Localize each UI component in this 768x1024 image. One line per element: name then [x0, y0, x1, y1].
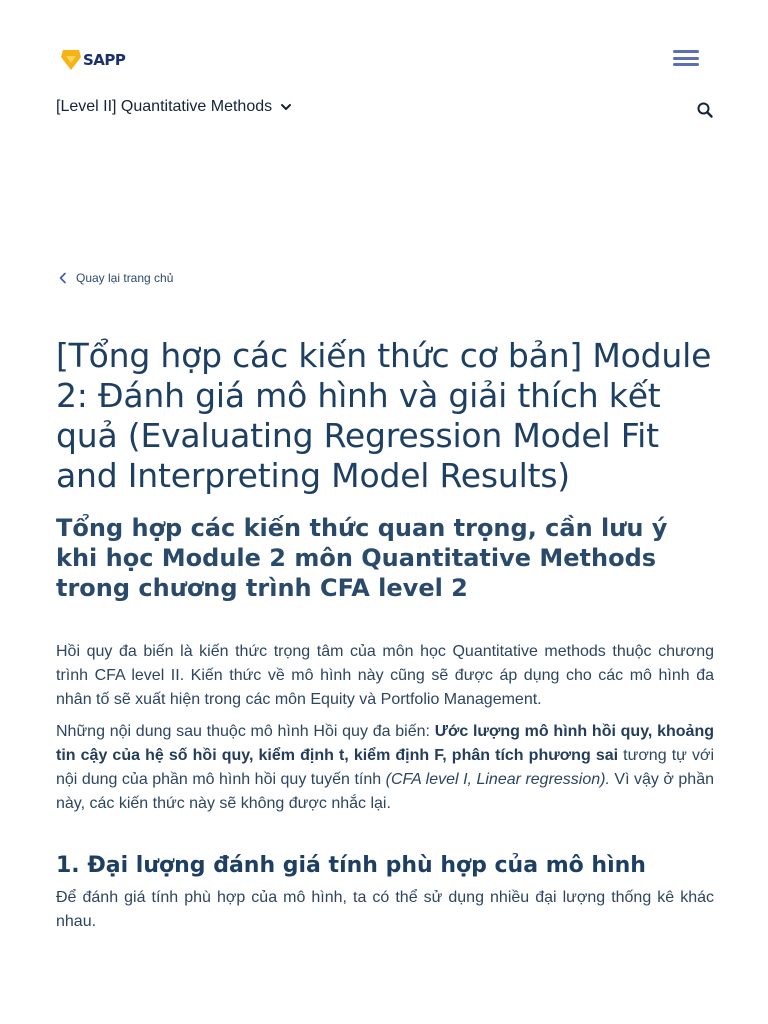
back-to-home-link[interactable] [58, 271, 173, 285]
logo-text: SAPP [83, 51, 126, 69]
scope-italic-text: (CFA level I, Linear regression). [385, 771, 610, 788]
section-paragraph: Để đánh giá tính phù hợp của mô hình, ta có thể sử dụng nhiều đại lượng thống kê khác nhau. [56, 889, 714, 930]
scope-lead-text: Những nội dung sau thuộc mô hình Hồi quy đa biến: [56, 723, 435, 740]
scope-tail-text: Vì vậy ở phần này, các kiến thức này sẽ không được nhắc lại. [56, 771, 715, 812]
chevron-down-icon [280, 101, 292, 113]
section-heading: 1. Đại lượng đánh giá tính phù hợp của mô hình [56, 853, 646, 878]
top-navigation [56, 98, 716, 122]
chevron-left-icon [58, 272, 68, 284]
scope-mid-text: tương tự với nội dung của phần mô hình hồi quy tuyến tính [56, 747, 715, 788]
article-subtitle: Tổng hợp các kiến thức quan trọng, cần lưu ý khi học Module 2 môn Quantitative Methods trong chương trình CFA level 2 [56, 514, 668, 602]
course-dropdown[interactable] [56, 98, 716, 116]
article-title: [Tổng hợp các kiến thức cơ bản] Module 2: Đánh giá mô hình và giải thích kết quả (Evaluating Regression Model Fit and Interpreting Model Results) [56, 336, 712, 495]
intro-paragraph: Hồi quy đa biến là kiến thức trọng tâm của môn học Quantitative methods thuộc chương trình CFA level II. Kiến thức về mô hình này cũng sẽ được áp dụng cho các mô hình đa nhân tố sẽ xuất hiện trong các môn Equity và Portfolio Management. [56, 643, 714, 708]
back-link-label: Quay lại trang chủ [76, 271, 174, 285]
scope-paragraph [56, 720, 714, 816]
scope-bold-text: Ước lượng mô hình hồi quy, khoảng tin cậy của hệ số hồi quy, kiểm định t, kiểm định F, phân tích phương sai [56, 723, 714, 764]
sapp-logo-mark-icon [60, 48, 82, 72]
sapp-logo[interactable] [60, 46, 125, 74]
hamburger-icon[interactable] [673, 50, 699, 68]
course-dropdown-label: [Level II] Quantitative Methods [56, 98, 273, 115]
search-icon[interactable] [696, 101, 714, 119]
